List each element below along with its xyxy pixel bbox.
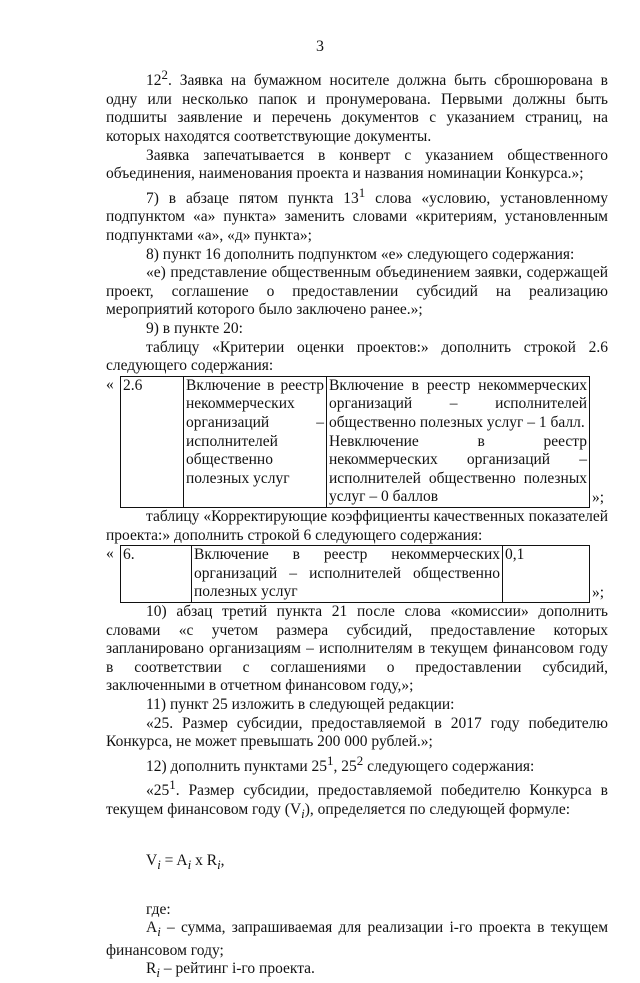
open-quote: « xyxy=(106,545,114,563)
paragraph-envelope: Заявка запечатывается в конверт с указанием общественного объединения, наименования проекта и названия номинации Конкурса.»; xyxy=(106,146,608,183)
paragraph-text: 12) дополнить пунктами 25 xyxy=(146,757,328,775)
close-quote: »; xyxy=(592,489,605,507)
symbol-r: R xyxy=(146,960,157,978)
formula-subscript: i xyxy=(217,856,221,872)
criteria-table-wrapper xyxy=(106,376,608,508)
paragraph-item-10: 10) абзац третий пункта 21 после слова «комиссии» дополнить словами «с учетом размера субсидий, предоставление которых запланировано организациям – исполнителям в текущем финансовом году в соответствии с соглашениями о предоставлении субсидий, заключенными в отчетном финансовом году,»; xyxy=(106,602,608,695)
clause-superscript: 1 xyxy=(327,752,334,768)
table-row xyxy=(121,546,590,603)
paragraph-text: ), определяется по следующей формуле: xyxy=(304,801,571,819)
criterion-cell: Включение в реестр некоммерческих организаций – исполнителей общественно полезных услуг xyxy=(184,376,327,507)
paragraph-text: 7) в абзаце пятом пункта 13 xyxy=(146,189,359,207)
page-number: 3 xyxy=(316,38,324,55)
close-quote: »; xyxy=(592,584,605,602)
formula-a: = A xyxy=(160,851,188,869)
subscript-i: i xyxy=(157,924,161,940)
formula-r: x R xyxy=(191,851,218,869)
paragraph-def-a xyxy=(106,919,608,960)
formula-subscript: i xyxy=(157,856,161,872)
paragraph-item-12 xyxy=(106,752,608,777)
coefficients-table-wrapper xyxy=(106,545,608,603)
row-number-cell: 6. xyxy=(121,546,192,603)
scoring-included: Включение в реестр некоммерческих организаций – исполнителей общественно полезных услуг – 1 балл. xyxy=(329,376,587,431)
subsidy-formula xyxy=(106,852,608,875)
symbol-a: A xyxy=(146,919,158,937)
document-body xyxy=(106,66,608,983)
paragraph-text: . Заявка на бумажном носителе должна быть сброшюрована в одну или несколько папок и пронумерована. Первыми должны быть подшиты заявление и перечень документов с указанием страниц, на которых находятся соответствующие документы. xyxy=(106,72,608,145)
paragraph-12-2 xyxy=(106,66,608,147)
coefficient-value-cell: 0,1 xyxy=(503,546,590,603)
paragraph-where: где: xyxy=(146,900,171,918)
paragraph-text: – рейтинг i-го проекта. xyxy=(159,960,315,978)
clause-number: 12 xyxy=(146,72,162,90)
paragraph-item-11: 11) пункт 25 изложить в следующей редакции: xyxy=(146,695,455,713)
paragraph-def-r xyxy=(106,960,608,983)
paragraph-clause-25-1 xyxy=(106,776,608,823)
paragraph-item-8: 8) пункт 16 дополнить подпунктом «е» следующего содержания: xyxy=(146,245,575,263)
table-row xyxy=(121,376,590,507)
paragraph-text: слова «условию, установленному подпунктом «а» пункта» заменить словами «критериям, установленным подпунктами «а», «д» пункта»; xyxy=(106,189,608,245)
clause-superscript: 2 xyxy=(161,67,168,82)
paragraph-clause-25: «25. Размер субсидии, предоставляемой в 2017 году победителю Конкурса, не может превышать 200 000 рублей.»; xyxy=(106,714,608,751)
formula-subscript: i xyxy=(187,856,192,872)
paragraph-table-coefficients: таблицу «Корректирующие коэффициенты качественных показателей проекта:» дополнить строкой 6 следующего содержания: xyxy=(106,507,608,544)
subscript-i: i xyxy=(301,806,305,822)
coefficients-table xyxy=(120,545,590,603)
clause-superscript: 2 xyxy=(356,752,364,768)
scoring-cell xyxy=(327,376,590,507)
paragraph-text: следующего содержания: xyxy=(363,757,535,775)
formula-end: , xyxy=(220,851,225,869)
clause-superscript: 1 xyxy=(169,777,176,793)
row-number-cell: 2.6 xyxy=(121,376,184,507)
subscript-i: i xyxy=(156,965,160,981)
formula-v: V xyxy=(146,851,158,869)
paragraph-text: «25 xyxy=(146,782,170,800)
paragraph-text: , 25 xyxy=(333,757,357,775)
open-quote: « xyxy=(106,375,114,393)
paragraph-item-9: 9) в пункте 20: xyxy=(146,320,243,338)
clause-superscript: 1 xyxy=(358,184,366,200)
paragraph-text: . Размер субсидии, предоставляемой победителю Конкурса в текущем финансовом году (V xyxy=(106,782,608,819)
paragraph-item-7 xyxy=(106,184,608,246)
paragraph-subitem-e: «е) представление общественным объединением заявки, содержащей проект, соглашение о предоставлении субсидий на реализацию мероприятий которого было заключено ранее.»; xyxy=(106,264,608,319)
scoring-excluded: Невключение в реестр некоммерческих организаций – исполнителей общественно полезных услуг – 0 баллов xyxy=(329,432,587,506)
criteria-table xyxy=(120,376,590,508)
paragraph-text: – сумма, запрашиваемая для реализации i-го проекта в текущем финансовом году; xyxy=(106,919,608,959)
paragraph-table-criteria: таблицу «Критерии оценки проектов:» дополнить строкой 2.6 следующего содержания: xyxy=(106,338,608,375)
coefficient-criterion-cell: Включение в реестр некоммерческих организаций – исполнителей общественно полезных услуг xyxy=(192,546,503,603)
